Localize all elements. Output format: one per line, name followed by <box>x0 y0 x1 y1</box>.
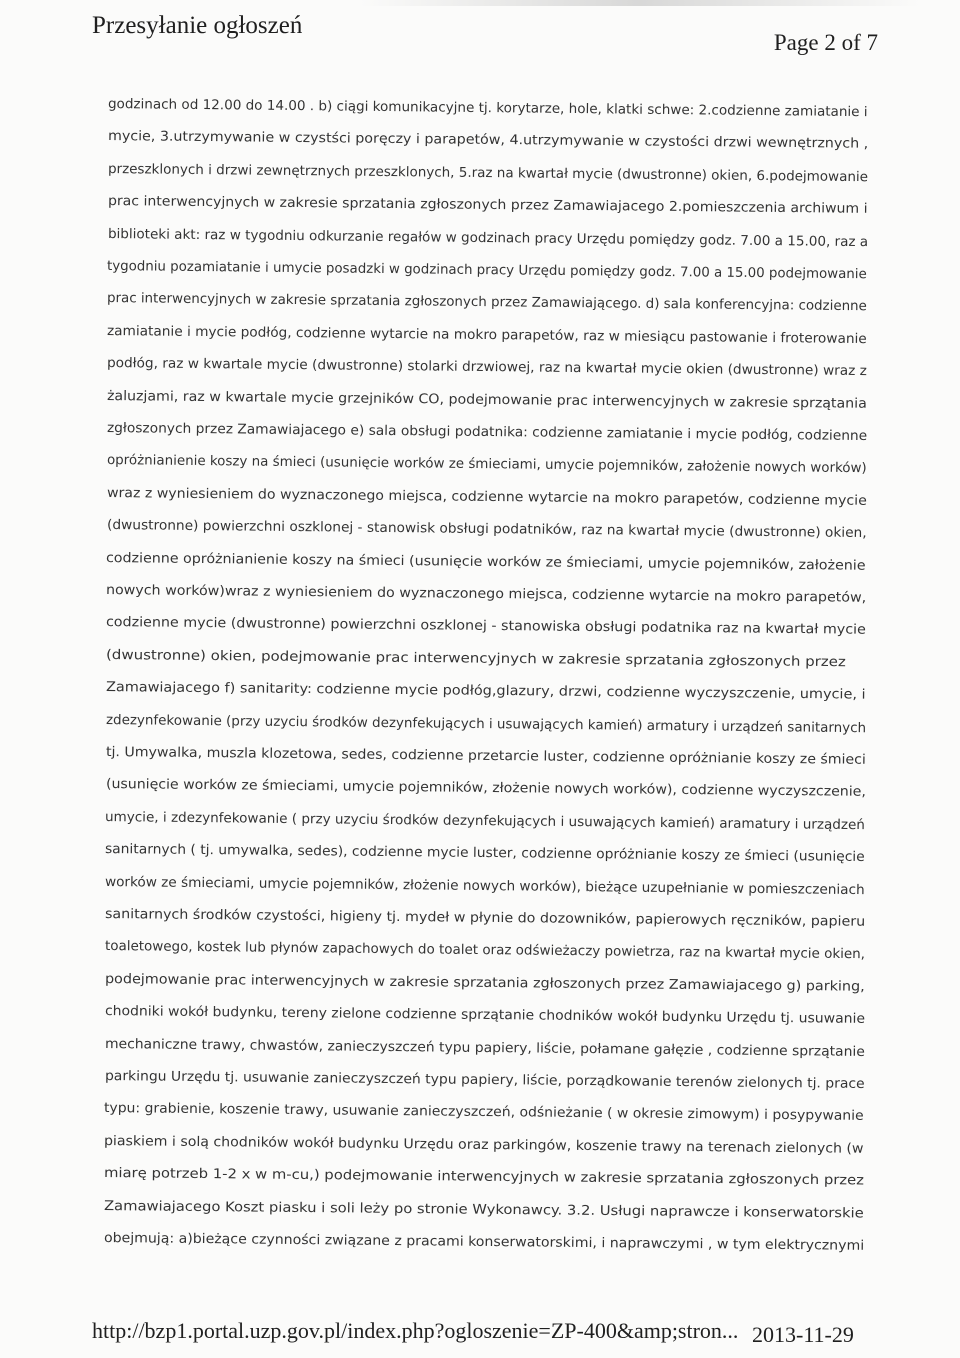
body-text-line: codzienne mycie (dwustronne) powierzchni oszklonej - stanowiska obsługi podatnika raz na kwartał mycie <box>106 615 867 639</box>
body-text-line: chodniki wokół budynku, tereny zielone codzienne sprzątanie chodników wokół budynku Urzędu tj. usuwanie <box>104 1004 865 1028</box>
body-text-line: podłóg, raz w kwartale mycie (dwustronne) stolarki drzwiowej, raz na kwartał mycie okien (dwustronne) wraz z <box>106 356 868 380</box>
body-text-line: godzinach od 12.00 do 14.00 . b) ciągi komunikacyjne tj. korytarze, hole, klatki schwe: 2.codzienne zamiatanie i <box>107 97 868 121</box>
body-text-line: zamiatanie i mycie podłóg, codzienne wytarcie na mokro parapetów, raz w miesiącu pastowanie i froterowanie <box>107 323 868 347</box>
body-text-line: piaskiem i solą chodników wokół budynku Urzędu oraz parkingów, koszenie trawy na terenach zielonych (w <box>104 1133 864 1157</box>
body-text-line: nowych worków)wraz z wyniesieniem do wyznaczonego miejsca, codzienne wytarcie na mokro parapetów, <box>106 583 867 606</box>
body-text-line: biblioteki akt: raz w tygodniu odkurzanie regałów w godzinach pracy Urzędu pomiędzy godz. 7.00 a 15.00, raz a <box>107 226 868 250</box>
footer-url: http://bzp1.portal.uzp.gov.pl/index.php?ogloszenie=ZP-400&amp;stron... <box>92 1318 739 1343</box>
body-text-line: sanitarnych środków czystości, higieny tj. mydeł w płynie do dozowników, papierowych ręczników, papieru <box>105 907 866 930</box>
body-text-line: sanitarnych ( tj. umywalka, sedes), codzienne mycie luster, codzienne opróżnianie koszy ze śmieci (usunięcie <box>105 842 866 866</box>
body-text-line: wraz z wyniesieniem do wyznaczonego miejsca, codzienne wytarcie na mokro parapetów, codzienne mycie <box>106 485 867 509</box>
page-title: Przesyłanie ogłoszeń <box>92 12 303 39</box>
body-text-line: Zamawiajacego f) sanitarity: codzienne mycie podłóg,glazury, drzwi, codzienne wyczyszczenie, umycie, i <box>105 680 866 703</box>
body-text-line: mechaniczne trawy, chwastów, zanieczyszczeń typu papiery, liście, połamane gałęzie , codzienne sprzątanie <box>104 1036 865 1060</box>
body-text-line: opróżnianienie koszy na śmieci (usunięcie worków ze śmieciami, umycie pojemników, założenie nowych worków) <box>106 453 867 477</box>
body-text-line: worków ze śmieciami, umycie pojemników, złożenie nowych worków), bieżące uzupełnianie w pomieszczeniach <box>105 874 866 898</box>
body-text-line: tygodniu pozamiatanie i umycie posadzki w godzinach pracy Urzędu pomiędzy godz. 7.00 a 15.00 podejmowanie <box>107 259 868 283</box>
body-text-line: tj. Umywalka, muszla klozetowa, sedes, codzienne przetarcie luster, codzienne opróżnianie koszy ze śmieci <box>105 745 866 768</box>
body-text-line: podejmowanie prac interwencyjnych w zakresie sprzatania zgłoszonych przez Zamawiajacego g) parking, <box>104 971 865 995</box>
footer-date: 2013-11-29 <box>752 1322 854 1347</box>
body-text-line: (dwustronne) powierzchni oszklonej - stanowisk obsługi podatników, raz na kwartał mycie (dwustronne) okien, <box>106 518 867 542</box>
body-text-line: mycie, 3.utrzymywanie w czystści poręczy i parapetów, 4.utrzymywanie w czystości drzwi wewnętrznych , <box>107 129 869 153</box>
body-text-line: prac interwencyjnych w zakresie sprzatania zgłoszonych przez Zamawiajacego 2.pomieszczenia archiwum i <box>107 194 868 218</box>
body-text-line: typu: grabienie, koszenie trawy, usuwanie zanieczyszczeń, odśnieżanie ( w okresie zimowym) i posypywanie <box>104 1101 865 1125</box>
body-text-line: codzienne opróżnianienie koszy na śmieci (usunięcie worków ze śmieciami, umycie pojemników, założenie <box>106 550 866 574</box>
body-text-line: umycie, i zdezynfekowanie ( przy uzyciu środków dezynfekujących i usuwających kamień) aramatury i urządzeń <box>105 809 866 833</box>
body-text-line: zgłoszonych przez Zamawiajacego e) sala obsługi podatnika: codzienne zamiatanie i mycie podłóg, codzienne <box>106 421 868 445</box>
body-text-line: prac interwencyjnych w zakresie sprzatania zgłoszonych przez Zamawiającego. d) sala konferencyjna: codzienne <box>107 291 868 315</box>
body-text-line: zdezynfekowanie (przy uzyciu środków dezynfekujących i usuwających kamień) armatury i urządzeń sanitarnych <box>105 712 867 736</box>
body-text-line: parkingu Urzędu tj. usuwanie zanieczyszczeń typu papiery, liście, porządkowanie terenów zielonych tj. prace <box>104 1069 865 1092</box>
body-text-line: żaluzjami, raz w kwartale mycie grzejników CO, podejmowanie prac interwencyjnych w zakresie sprzątania <box>106 388 867 412</box>
body-text-line: miarę potrzeb 1-2 x w m-cu,) podejmowanie interwencyjnych w zakresie sprzatania zgłoszonych przez <box>104 1166 865 1189</box>
body-text-line: (dwustronne) okien, podejmowanie prac interwencyjnych w zakresie sprzatania zgłoszonych przez <box>105 647 846 670</box>
body-text-line: obejmują: a)bieżące czynności związane z pracami konserwatorskimi, i naprawczymi , w tym elektrycznymi <box>103 1231 865 1254</box>
body-text-line: Zamawiajacego Koszt piasku i soli leży po stronie Wykonawcy. 3.2. Usługi naprawcze i konserwatorskie <box>104 1198 864 1222</box>
body-text-line: (usunięcie worków ze śmieciami, umycie pojemników, złożenie nowych worków), codzienne wyczyszczenie, <box>105 777 866 801</box>
body-text-line: przeszklonych i drzwi zewnętrznych przeszklonych, 5.raz na kwartał mycie (dwustronne) okien, 6.podejmowanie <box>107 161 868 185</box>
page-number: Page 2 of 7 <box>773 30 878 55</box>
body-text-line: toaletowego, kostek lub płynów zapachowych do toalet oraz odświeżaczy powietrza, raz na kwartał mycie okien, <box>104 939 866 963</box>
